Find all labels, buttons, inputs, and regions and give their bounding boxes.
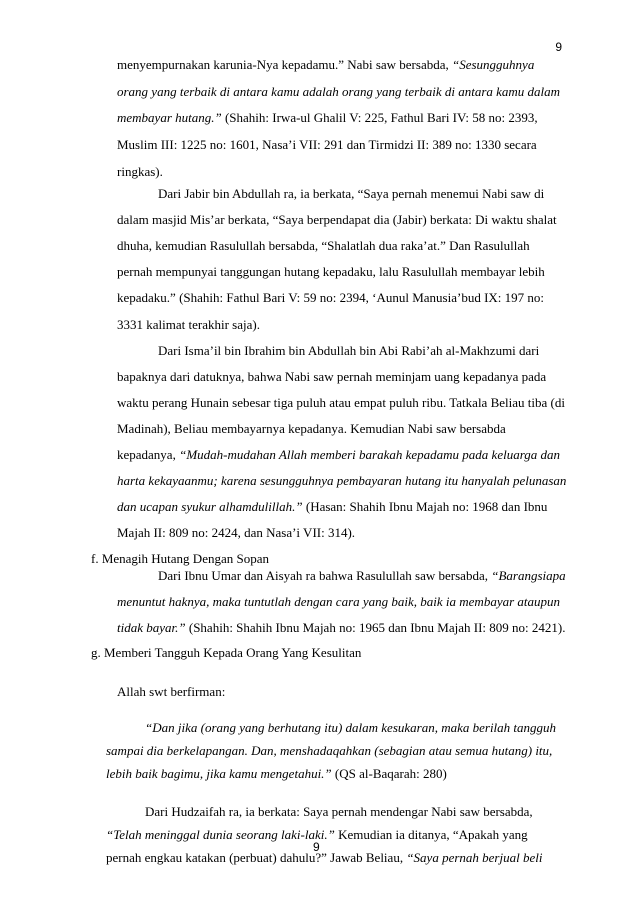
- text-run: Dari Hudzaifah ra, ia berkata: Saya pernah mendengar Nabi saw bersabda,: [145, 804, 533, 819]
- text-line: [117, 369, 546, 385]
- text-line: [117, 499, 547, 515]
- text-line: [106, 766, 447, 782]
- text-run: Dari Jabir bin Abdullah ra, ia berkata, “Saya pernah menemui Nabi saw di: [158, 186, 545, 201]
- italic-text: dan ucapan syukur alhamdulillah.”: [117, 499, 303, 514]
- text-run: Dari Isma’il bin Ibrahim bin Abdullah bin Abi Rabi’ah al-Makhzumi dari: [158, 343, 540, 358]
- text-line: [158, 343, 539, 359]
- text-line: [117, 473, 566, 489]
- text-line: [117, 594, 560, 610]
- italic-text: sampai dia berkelapangan. Dan, menshadaqahkan (sebagian atau semua hutang) itu,: [106, 743, 553, 758]
- italic-text: “Sesungguhnya: [451, 57, 535, 72]
- text-line: [117, 84, 560, 100]
- text-run: waktu perang Hunain sebesar tiga puluh atau empat puluh ribu. Tatkala Beliau tiba (di: [117, 395, 565, 410]
- text-line: [117, 238, 530, 254]
- text-line: [158, 568, 566, 584]
- text-line: [117, 421, 506, 437]
- italic-text: “Mudah-mudahan Allah memberi barakah kepadamu pada keluarga dan: [179, 447, 561, 462]
- italic-text: “Telah meninggal dunia seorang laki-laki.”: [106, 827, 335, 842]
- text-run: g. Memberi Tangguh Kepada Orang Yang Kesulitan: [91, 645, 362, 660]
- text-line: [117, 137, 537, 153]
- text-line: [91, 645, 361, 661]
- text-line: [117, 317, 260, 333]
- text-run: kepadaku.” (Shahih: Fathul Bari V: 59 no: 2394, ‘Aunul Manusia’bud IX: 197 no:: [117, 290, 545, 305]
- text-run: Allah swt berfirman:: [117, 684, 226, 699]
- text-run: pernah engkau katakan (perbuat) dahulu?” Jawab Beliau,: [106, 850, 407, 865]
- page-number-top: 9: [555, 40, 562, 54]
- text-line: [117, 684, 225, 700]
- text-line: [106, 743, 552, 759]
- italic-text: lebih baik bagimu, jika kamu mengetahui.”: [106, 766, 332, 781]
- text-line: [158, 186, 544, 202]
- text-run: Muslim III: 1225 no: 1601, Nasa’i VII: 291 dan Tirmidzi II: 389 no: 1330 secara: [117, 137, 537, 152]
- text-run: menyempurnakan karunia-Nya kepadamu.” Nabi saw bersabda,: [117, 57, 452, 72]
- text-line: [117, 110, 538, 126]
- italic-text: “Barangsiapa: [491, 568, 566, 583]
- italic-text: “Saya pernah berjual beli: [406, 850, 543, 865]
- text-line: [117, 447, 560, 463]
- text-run: (Hasan: Shahih Ibnu Majah no: 1968 dan Ibnu: [302, 499, 548, 514]
- text-line: [117, 264, 545, 280]
- text-line: [106, 850, 542, 866]
- italic-text: menuntut haknya, maka tuntutlah dengan cara yang baik, baik ia membayar ataupun: [117, 594, 561, 609]
- text-line: [117, 57, 534, 73]
- italic-text: “Dan jika (orang yang berhutang itu) dalam kesukaran, maka berilah tangguh: [145, 720, 557, 735]
- text-line: [117, 620, 565, 636]
- text-run: kepadanya,: [117, 447, 180, 462]
- text-run: bapaknya dari datuknya, bahwa Nabi saw pernah meminjam uang kepadanya pada: [117, 369, 547, 384]
- text-run: (QS al-Baqarah: 280): [331, 766, 447, 781]
- text-run: f. Menagih Hutang Dengan Sopan: [91, 551, 269, 566]
- text-line: [117, 164, 163, 180]
- text-run: Majah II: 809 no: 2424, dan Nasa’i VII: 314).: [117, 525, 356, 540]
- italic-text: harta kekayaanmu; karena sesungguhnya pembayaran hutang itu hanyalah pelunasan: [117, 473, 567, 488]
- text-run: Dari Ibnu Umar dan Aisyah ra bahwa Rasulullah saw bersabda,: [158, 568, 492, 583]
- text-run: (Shahih: Irwa-ul Ghalil V: 225, Fathul Bari IV: 58 no: 2393,: [221, 110, 538, 125]
- text-run: Madinah), Beliau membayarnya kepadanya. Kemudian Nabi saw bersabda: [117, 421, 506, 436]
- italic-text: tidak bayar.”: [117, 620, 186, 635]
- text-run: (Shahih: Shahih Ibnu Majah no: 1965 dan Ibnu Majah II: 809 no: 2421).: [185, 620, 566, 635]
- text-run: dalam masjid Mis’ar berkata, “Saya berpendapat dia (Jabir) berkata: Di waktu shalat: [117, 212, 557, 227]
- italic-text: membayar hutang.”: [117, 110, 222, 125]
- page-number-bottom: 9: [313, 840, 320, 854]
- text-line: [91, 551, 269, 567]
- text-run: Kemudian ia ditanya, “Apakah yang: [334, 827, 528, 842]
- text-run: dhuha, kemudian Rasulullah bersabda, “Shalatlah dua raka’at.” Dan Rasulullah: [117, 238, 530, 253]
- text-line: [117, 212, 557, 228]
- text-line: [145, 720, 556, 736]
- text-line: [145, 804, 533, 820]
- text-line: [117, 525, 355, 541]
- text-run: ringkas).: [117, 164, 163, 179]
- text-line: [117, 395, 565, 411]
- text-run: 3331 kalimat terakhir saja).: [117, 317, 260, 332]
- text-line: [117, 290, 544, 306]
- italic-text: orang yang terbaik di antara kamu adalah orang yang terbaik di antara kamu dalam: [117, 84, 561, 99]
- text-run: pernah mempunyai tanggungan hutang kepadaku, lalu Rasulullah membayar lebih: [117, 264, 545, 279]
